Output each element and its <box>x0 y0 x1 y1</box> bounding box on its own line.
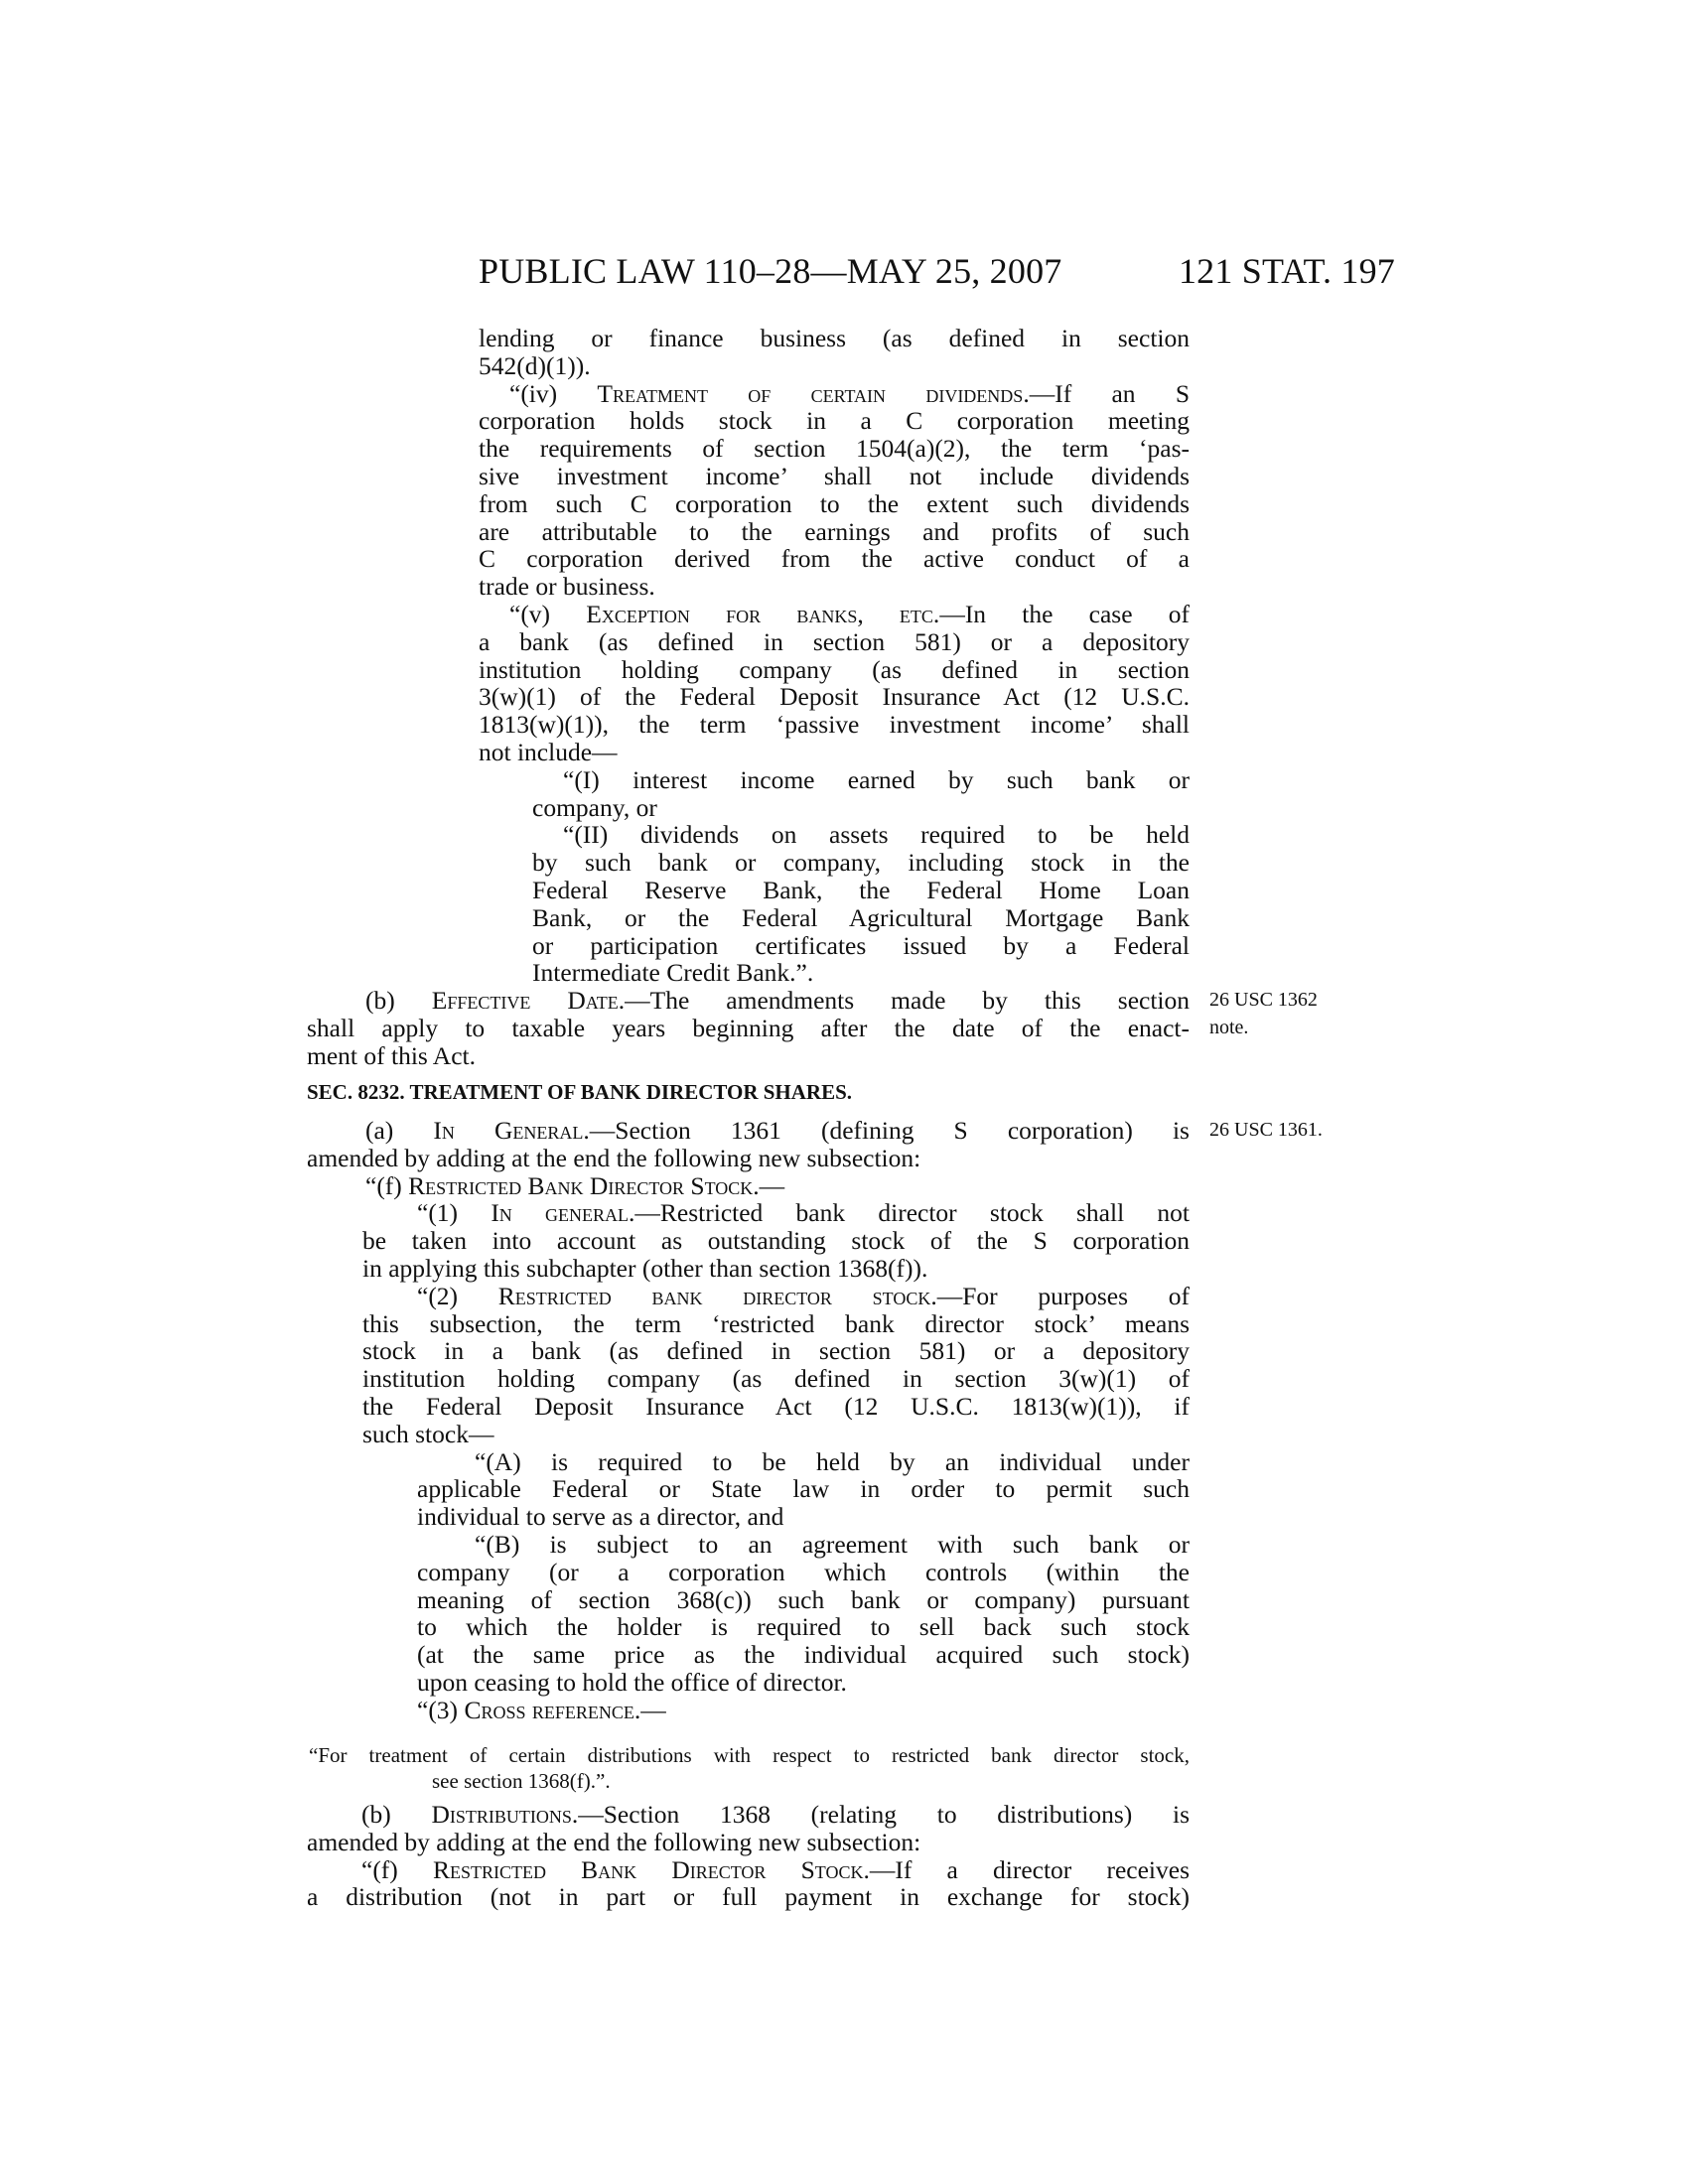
paragraph-text: —For purposes of <box>936 1281 1190 1310</box>
text-line: in applying this subchapter (other than section 1368(f)). <box>362 1253 928 1283</box>
text-line: Federal Reserve Bank, the Federal Home Loan <box>532 875 1190 904</box>
text-line: (at the same price as the individual acquired such stock) <box>417 1640 1190 1670</box>
paragraph <box>0 1856 1688 1912</box>
paragraph-heading: Restricted Bank Director Stock. <box>408 1170 760 1200</box>
text-line <box>417 1283 1190 1310</box>
text-line <box>365 987 1190 1015</box>
text-line <box>509 380 1190 408</box>
text-line: company (or a corporation which controls (within the <box>417 1557 1190 1586</box>
text-line: meaning of section 368(c)) such bank or company) pursuant <box>417 1584 1190 1614</box>
text-line: “(II) dividends on assets required to be held <box>563 820 1190 850</box>
paragraph-heading: In General. <box>433 1116 590 1145</box>
paragraph <box>0 821 1688 987</box>
paragraph <box>0 1531 1688 1697</box>
text-line: institution holding company (as defined in section <box>479 654 1190 684</box>
paragraph-heading: Exception for banks, etc. <box>586 599 940 628</box>
paragraph-text: —The amendments made by this section <box>625 986 1191 1016</box>
text-line: amended by adding at the end the following new subsection: <box>307 1827 921 1856</box>
text-line: C corporation derived from the active conduct of a <box>479 544 1190 574</box>
text-line: this subsection, the term ‘restricted bank director stock’ means <box>362 1308 1190 1338</box>
text-block-continuation <box>0 325 1688 1070</box>
text-line: to which the holder is required to sell back such stock <box>417 1612 1190 1642</box>
text-line: the Federal Deposit Insurance Act (12 U.S.C. 1813(w)(1)), if <box>362 1391 1190 1421</box>
paragraph-heading: Restricted bank director stock. <box>497 1281 937 1310</box>
paragraph-text: — <box>640 1695 666 1724</box>
paragraph-number: (a) <box>365 1116 434 1145</box>
text-line <box>365 1117 1190 1145</box>
text-line: corporation holds stock in a C corporation meeting <box>479 406 1190 436</box>
paragraph <box>0 1742 1688 1794</box>
text-line: the requirements of section 1504(a)(2), the term ‘pas- <box>479 434 1190 464</box>
paragraph-text: —If an S <box>1029 378 1191 408</box>
text-line: lending or finance business (as defined in section <box>479 324 1190 352</box>
paragraph-text: —In the case of <box>939 599 1190 628</box>
paragraph-number: “(v) <box>509 599 587 628</box>
paragraph <box>0 1172 1688 1200</box>
text-line <box>365 1172 1190 1200</box>
text-line: “For treatment of certain distributions with respect to restricted bank director stock, <box>309 1743 1190 1767</box>
cross-reference-quote <box>0 1742 1688 1794</box>
text-line: 1813(w)(1)), the term ‘passive investment income’ shall <box>479 710 1190 740</box>
paragraph-number: “(f) <box>365 1170 409 1200</box>
paragraph-number: (b) <box>361 1800 432 1829</box>
margin-note-note: note. <box>1209 1017 1249 1038</box>
paragraph-text: —Section 1368 (relating to distributions) is <box>578 1800 1191 1829</box>
text-line: 3(w)(1) of the Federal Deposit Insurance Act (12 U.S.C. <box>479 682 1190 712</box>
paragraph <box>0 380 1688 601</box>
text-line: applicable Federal or State law in order to permit such <box>417 1474 1190 1504</box>
paragraph-number: “(f) <box>361 1854 433 1884</box>
text-block-sec-8232 <box>0 1117 1688 1724</box>
text-line <box>361 1801 1190 1829</box>
paragraph-number: “(iv) <box>509 378 598 408</box>
text-line: ment of this Act. <box>307 1040 476 1070</box>
text-line: sive investment income’ shall not include dividends <box>479 461 1190 490</box>
paragraph-heading: In general. <box>491 1198 635 1228</box>
paragraph-number: “(2) <box>417 1281 498 1310</box>
page-number-header: 121 STAT. 197 <box>1178 251 1395 291</box>
paragraph <box>0 1801 1688 1856</box>
text-line: see section 1368(f).”. <box>432 1769 611 1793</box>
paragraph <box>0 766 1688 822</box>
text-line: such stock— <box>362 1419 494 1448</box>
text-line: individual to serve as a director, and <box>417 1502 784 1532</box>
paragraph <box>0 1199 1688 1282</box>
text-line: trade or business. <box>479 572 655 602</box>
text-line: amended by adding at the end the following new subsection: <box>307 1143 921 1172</box>
text-line: or participation certificates issued by a Federal <box>532 930 1190 960</box>
text-line: shall apply to taxable years beginning after the date of the enact- <box>307 1013 1190 1042</box>
text-line: 542(d)(1)). <box>479 350 591 380</box>
text-line: a bank (as defined in section 581) or a depository <box>479 626 1190 656</box>
text-line: “(I) interest income earned by such bank or <box>563 764 1190 794</box>
paragraph <box>0 1283 1688 1448</box>
text-line: a distribution (not in part or full payment in exchange for stock) <box>307 1882 1190 1912</box>
text-line: are attributable to the earnings and profits of such <box>479 516 1190 546</box>
text-line: not include— <box>479 737 618 766</box>
text-line: upon ceasing to hold the office of director. <box>417 1667 847 1697</box>
paragraph-heading: Cross reference. <box>464 1695 641 1724</box>
paragraph <box>0 1448 1688 1531</box>
text-line: company, or <box>532 792 657 822</box>
margin-note-usc-1362: 26 USC 1362 <box>1209 989 1318 1011</box>
text-line: institution holding company (as defined in section 3(w)(1) of <box>362 1364 1190 1394</box>
text-line: by such bank or company, including stock in the <box>532 848 1190 878</box>
paragraph-number: “(1) <box>417 1198 492 1228</box>
paragraph-heading: Effective Date. <box>431 986 626 1016</box>
paragraph-text: —Restricted bank director stock shall not <box>634 1198 1190 1228</box>
paragraph-text: — <box>759 1170 785 1200</box>
running-header-left: PUBLIC LAW 110–28—MAY 25, 2007 <box>479 251 1062 291</box>
paragraph-number: “(3) <box>417 1695 465 1724</box>
paragraph <box>0 601 1688 766</box>
text-line <box>417 1199 1190 1227</box>
paragraph <box>0 987 1688 1069</box>
section-heading: SEC. 8232. TREATMENT OF BANK DIRECTOR SHARES. <box>307 1080 853 1104</box>
text-line: “(A) is required to be held by an individual under <box>475 1446 1190 1476</box>
paragraph-heading: Distributions. <box>431 1800 579 1829</box>
text-line: from such C corporation to the extent such dividends <box>479 488 1190 518</box>
margin-note-usc-1361: 26 USC 1361. <box>1209 1119 1323 1141</box>
paragraph-heading: Restricted Bank Director Stock. <box>432 1854 870 1884</box>
paragraph-text: —Section 1361 (defining S corporation) is <box>589 1116 1190 1145</box>
text-line: Intermediate Credit Bank.”. <box>532 958 814 988</box>
text-block-distributions <box>0 1801 1688 1911</box>
text-line: be taken into account as outstanding stock of the S corporation <box>362 1226 1190 1256</box>
paragraph-number: (b) <box>365 986 432 1016</box>
paragraph-text: —If a director receives <box>869 1854 1191 1884</box>
text-line <box>361 1856 1190 1884</box>
text-line: stock in a bank (as defined in section 581) or a depository <box>362 1336 1190 1366</box>
text-line: Bank, or the Federal Agricultural Mortgage Bank <box>532 902 1190 932</box>
text-line <box>417 1697 1190 1724</box>
paragraph <box>0 325 1688 380</box>
text-line <box>509 601 1190 628</box>
paragraph-heading: Treatment of certain dividends. <box>597 378 1030 408</box>
text-line: “(B) is subject to an agreement with such bank or <box>475 1529 1190 1559</box>
paragraph <box>0 1697 1688 1724</box>
paragraph <box>0 1117 1688 1172</box>
